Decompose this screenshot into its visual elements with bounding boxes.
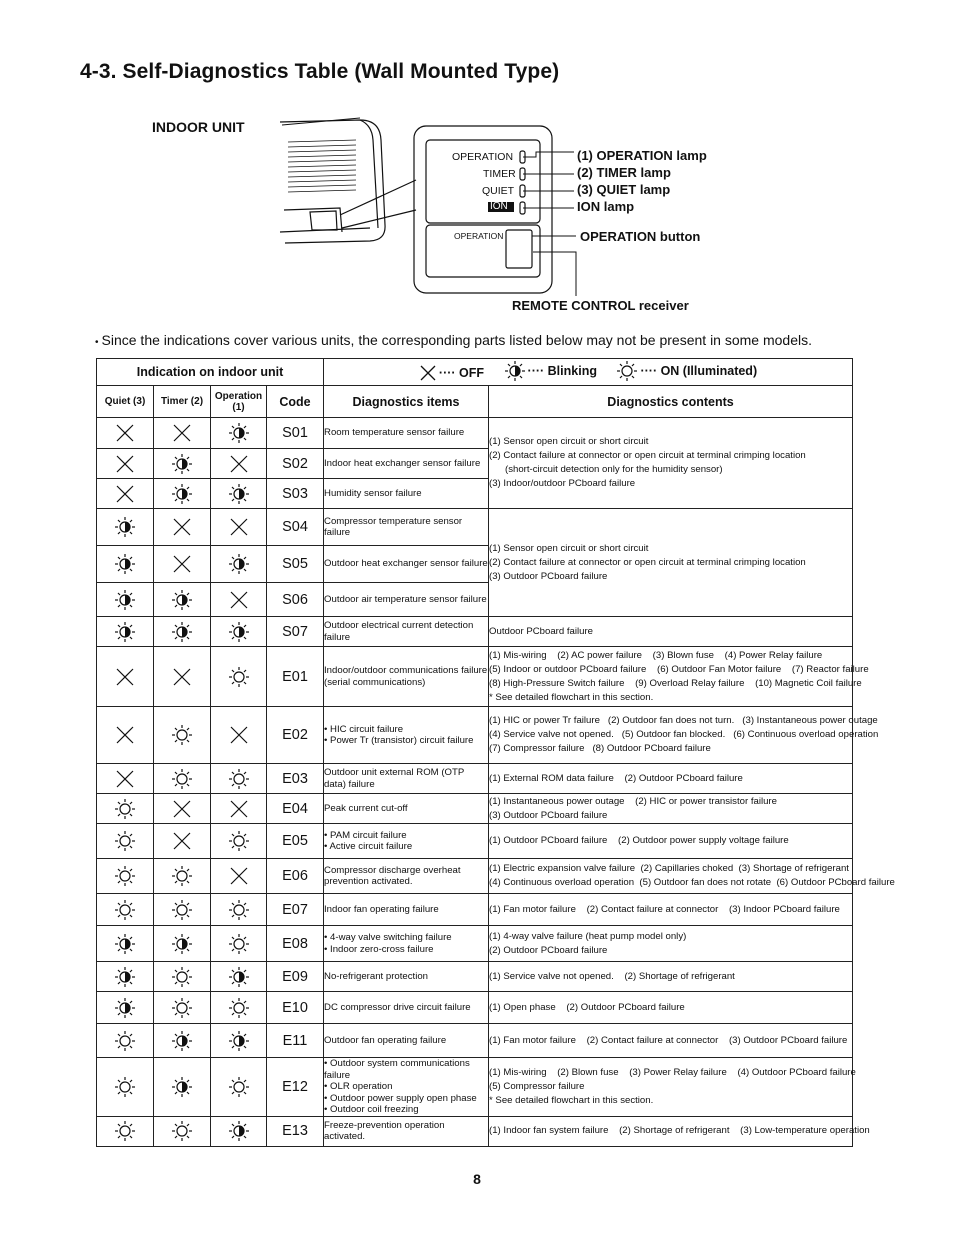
callout-remote-receiver: REMOTE CONTROL receiver bbox=[512, 298, 689, 313]
quiet-lamp-cell bbox=[97, 926, 154, 962]
diagnostics-contents-line: (5) Compressor failure bbox=[489, 1080, 585, 1092]
blinking-icon bbox=[171, 933, 193, 955]
blinking-icon bbox=[228, 1120, 250, 1142]
operation-lamp-cell bbox=[211, 583, 267, 617]
on-icon bbox=[114, 1120, 136, 1142]
off-icon bbox=[172, 554, 192, 574]
off-icon bbox=[229, 866, 249, 886]
diagnostics-item-line: Humidity sensor failure bbox=[324, 487, 422, 499]
blinking-icon bbox=[114, 516, 136, 538]
diagnostics-item-cell bbox=[324, 479, 489, 509]
blinking-icon bbox=[171, 483, 193, 505]
diagnostics-item-line: • Outdoor coil freezing bbox=[324, 1104, 419, 1115]
blinking-icon bbox=[171, 453, 193, 475]
panel-lamp-operation: OPERATION bbox=[452, 151, 514, 163]
off-icon bbox=[115, 667, 135, 687]
panel-lamp-timer: TIMER bbox=[483, 168, 516, 180]
diagnostics-contents-line: * See detailed flowchart in this section. bbox=[489, 691, 654, 703]
diagnostics-contents-cell bbox=[489, 894, 853, 926]
on-icon bbox=[171, 899, 193, 921]
diagnostics-item-line: Room temperature sensor failure bbox=[324, 427, 465, 439]
timer-lamp-cell bbox=[154, 859, 211, 894]
diagnostics-item-line: • Outdoor system communications failure bbox=[324, 1058, 470, 1081]
quiet-lamp-cell bbox=[97, 962, 154, 992]
off-icon bbox=[115, 769, 135, 789]
quiet-lamp-cell bbox=[97, 1058, 154, 1117]
table-row bbox=[97, 824, 853, 859]
quiet-lamp-cell bbox=[97, 894, 154, 926]
timer-lamp-cell bbox=[154, 449, 211, 479]
table-row bbox=[97, 647, 853, 707]
panel-operation-button: OPERATION bbox=[454, 231, 504, 241]
quiet-lamp-cell bbox=[97, 479, 154, 509]
diagnostics-contents-cell bbox=[489, 1024, 853, 1058]
quiet-lamp-cell bbox=[97, 583, 154, 617]
diagnostics-item-cell bbox=[324, 1024, 489, 1058]
col-items: Diagnostics items bbox=[324, 386, 489, 418]
diagnostics-item-line: Indoor heat exchanger sensor failure bbox=[324, 457, 481, 469]
diagnostics-item-line: Peak current cut-off bbox=[324, 802, 408, 814]
quiet-lamp-cell bbox=[97, 617, 154, 647]
on-icon bbox=[228, 666, 250, 688]
diagnostics-item-line: • Active circuit failure bbox=[324, 841, 413, 852]
callout-operation-lamp: (1) OPERATION lamp bbox=[577, 148, 707, 163]
diagnostics-contents-line: (4) Service valve not opened. (5) Outdoor fan blocked. (6) Continuous overload operation bbox=[489, 729, 879, 740]
diagnostics-item-line: Indoor/outdoor communications failure (serial communications) bbox=[324, 665, 488, 688]
diagnostics-contents-line: (2) Outdoor PCboard failure bbox=[489, 944, 608, 956]
diagnostics-contents-line: (1) 4-way valve failure (heat pump model only) bbox=[489, 930, 687, 942]
off-icon bbox=[172, 423, 192, 443]
timer-lamp-cell bbox=[154, 617, 211, 647]
timer-lamp-cell bbox=[154, 992, 211, 1024]
diagnostics-item-cell bbox=[324, 449, 489, 479]
diagnostics-item-line: Compressor discharge overheat prevention activated. bbox=[324, 864, 461, 887]
on-icon bbox=[228, 899, 250, 921]
on-icon bbox=[171, 1120, 193, 1142]
operation-lamp-cell bbox=[211, 546, 267, 583]
operation-lamp-cell bbox=[211, 418, 267, 449]
indoor-unit-label: INDOOR UNIT bbox=[152, 119, 245, 135]
on-icon bbox=[616, 360, 638, 382]
quiet-lamp-cell bbox=[97, 509, 154, 546]
table-row bbox=[97, 992, 853, 1024]
table-row bbox=[97, 509, 853, 546]
code-cell: E12 bbox=[267, 1058, 324, 1117]
on-icon bbox=[171, 768, 193, 790]
diagnostics-item-line: No-refrigerant protection bbox=[324, 970, 428, 982]
legend-off: ···· OFF bbox=[438, 365, 485, 380]
blinking-icon bbox=[114, 589, 136, 611]
blinking-icon bbox=[114, 997, 136, 1019]
diagnostics-item-line: • Outdoor power supply open phase bbox=[324, 1092, 477, 1104]
off-icon bbox=[115, 454, 135, 474]
note-text: Since the indications cover various units, the corresponding parts listed below may not be present in some models. bbox=[101, 332, 813, 348]
timer-lamp-cell bbox=[154, 962, 211, 992]
diagnostics-item-cell bbox=[324, 824, 489, 859]
code-cell: E06 bbox=[267, 859, 324, 894]
table-row bbox=[97, 418, 853, 449]
operation-lamp-cell bbox=[211, 859, 267, 894]
table-row bbox=[97, 1116, 853, 1146]
col-contents: Diagnostics contents bbox=[489, 386, 853, 418]
diagnostics-item-cell bbox=[324, 926, 489, 962]
on-icon bbox=[114, 830, 136, 852]
code-cell: S05 bbox=[267, 546, 324, 583]
operation-lamp-cell bbox=[211, 764, 267, 794]
diagnostics-contents-line: (1) External ROM data failure (2) Outdoor PCboard failure bbox=[489, 772, 743, 784]
quiet-lamp-cell bbox=[97, 859, 154, 894]
operation-lamp-cell bbox=[211, 479, 267, 509]
diagnostics-contents-line: (1) Mis-wiring (2) AC power failure (3) Blown fuse (4) Power Relay failure bbox=[489, 649, 823, 661]
quiet-lamp-cell bbox=[97, 824, 154, 859]
off-icon bbox=[172, 667, 192, 687]
diagnostics-contents-line: (1) Open phase (2) Outdoor PCboard failure bbox=[489, 1001, 685, 1013]
on-icon bbox=[114, 1076, 136, 1098]
diagnostics-contents-cell bbox=[489, 992, 853, 1024]
code-cell: E09 bbox=[267, 962, 324, 992]
code-cell: E04 bbox=[267, 794, 324, 824]
diagnostics-contents-line: (1) Mis-wiring (2) Blown fuse (3) Power Relay failure (4) Outdoor PCboard failure bbox=[489, 1066, 856, 1078]
legend-blinking: ···· Blinking bbox=[527, 363, 597, 378]
operation-lamp-cell bbox=[211, 509, 267, 546]
operation-lamp-cell bbox=[211, 1116, 267, 1146]
on-icon bbox=[114, 798, 136, 820]
table-row bbox=[97, 1058, 853, 1117]
diagnostics-item-line: • OLR operation bbox=[324, 1081, 393, 1092]
diagnostics-contents-cell bbox=[489, 707, 879, 764]
diagnostics-contents-cell bbox=[489, 617, 853, 647]
quiet-lamp-cell bbox=[97, 449, 154, 479]
blinking-icon bbox=[114, 966, 136, 988]
operation-lamp-cell bbox=[211, 794, 267, 824]
diagnostics-item-line: Outdoor electrical current detection failure bbox=[324, 620, 474, 643]
code-cell: S06 bbox=[267, 583, 324, 617]
code-cell: S02 bbox=[267, 449, 324, 479]
off-icon bbox=[115, 484, 135, 504]
diagnostics-contents-cell bbox=[489, 647, 869, 707]
diagnostics-contents-cell bbox=[489, 418, 853, 509]
diagnostics-contents-cell bbox=[489, 1058, 856, 1117]
operation-lamp-cell bbox=[211, 926, 267, 962]
diagnostics-contents-line: Outdoor PCboard failure bbox=[489, 625, 594, 637]
timer-lamp-cell bbox=[154, 894, 211, 926]
on-icon bbox=[228, 1076, 250, 1098]
quiet-lamp-cell bbox=[97, 1116, 154, 1146]
diagnostics-item-cell bbox=[324, 583, 489, 617]
timer-lamp-cell bbox=[154, 764, 211, 794]
diagnostics-contents-line: * See detailed flowchart in this section. bbox=[489, 1094, 654, 1106]
table-row bbox=[97, 926, 853, 962]
blinking-icon bbox=[228, 483, 250, 505]
quiet-lamp-cell bbox=[97, 794, 154, 824]
off-icon bbox=[115, 725, 135, 745]
diagnostics-item-cell bbox=[324, 962, 489, 992]
diagnostics-contents-cell bbox=[489, 794, 853, 824]
timer-lamp-cell bbox=[154, 479, 211, 509]
off-icon bbox=[115, 423, 135, 443]
table-row bbox=[97, 962, 853, 992]
diagnostics-item-cell bbox=[324, 992, 489, 1024]
operation-lamp-cell bbox=[211, 449, 267, 479]
operation-lamp-cell bbox=[211, 824, 267, 859]
code-cell: S03 bbox=[267, 479, 324, 509]
panel-lamp-ion: ION bbox=[490, 201, 508, 212]
code-cell: E05 bbox=[267, 824, 324, 859]
off-icon bbox=[172, 517, 192, 537]
on-icon bbox=[114, 865, 136, 887]
diagnostics-item-cell bbox=[324, 1116, 489, 1146]
blinking-icon bbox=[228, 422, 250, 444]
on-icon bbox=[228, 933, 250, 955]
code-cell: E01 bbox=[267, 647, 324, 707]
diagnostics-item-line: Outdoor unit external ROM (OTP data) failure bbox=[324, 767, 465, 790]
off-icon bbox=[229, 799, 249, 819]
timer-lamp-cell bbox=[154, 926, 211, 962]
panel-lamp-quiet: QUIET bbox=[482, 185, 515, 197]
off-icon bbox=[172, 799, 192, 819]
quiet-lamp-cell bbox=[97, 764, 154, 794]
callout-operation-button: OPERATION button bbox=[580, 229, 701, 244]
diagnostics-contents-line: (5) Indoor or outdoor PCboard failure (6) Outdoor Fan Motor failure (7) Reactor failure bbox=[489, 663, 869, 675]
diagnostics-item-line: • Power Tr (transistor) circuit failure bbox=[324, 735, 474, 746]
code-cell: E13 bbox=[267, 1116, 324, 1146]
callout-ion-lamp: ION lamp bbox=[577, 199, 635, 214]
operation-lamp-cell bbox=[211, 962, 267, 992]
callout-timer-lamp: (2) TIMER lamp bbox=[577, 165, 671, 180]
diagnostics-contents-line: (1) Electric expansion valve failure (2) Capillaries choked (3) Shortage of refrigerant bbox=[489, 863, 849, 874]
diagnostics-item-cell bbox=[324, 707, 489, 764]
diagnostics-item-line: • HIC circuit failure bbox=[324, 723, 404, 735]
blinking-icon bbox=[228, 1030, 250, 1052]
blinking-icon bbox=[114, 553, 136, 575]
timer-lamp-cell bbox=[154, 546, 211, 583]
diagnostics-item-line: Indoor fan operating failure bbox=[324, 903, 439, 915]
diagnostics-contents-line: (1) Instantaneous power outage (2) HIC or power transistor failure bbox=[489, 795, 777, 807]
diagnostics-item-line: • PAM circuit failure bbox=[324, 829, 407, 841]
diagnostics-contents-line: (4) Continuous overload operation (5) Outdoor fan does not rotate (6) Outdoor PCboard failure bbox=[489, 877, 895, 888]
callout-quiet-lamp: (3) QUIET lamp bbox=[577, 182, 671, 197]
diagnostics-contents-cell bbox=[489, 1116, 870, 1146]
diagnostics-item-line: • 4-way valve switching failure bbox=[324, 932, 452, 943]
blinking-icon bbox=[171, 589, 193, 611]
diagnostics-item-cell bbox=[324, 418, 489, 449]
blinking-icon bbox=[228, 966, 250, 988]
legend-on: ···· ON (Illuminated) bbox=[640, 363, 758, 378]
operation-lamp-cell bbox=[211, 894, 267, 926]
timer-lamp-cell bbox=[154, 707, 211, 764]
operation-lamp-cell bbox=[211, 1024, 267, 1058]
table-row bbox=[97, 794, 853, 824]
code-cell: E02 bbox=[267, 707, 324, 764]
diagnostics-item-line: Outdoor air temperature sensor failure bbox=[324, 593, 487, 605]
diagnostics-contents-line: (1) Fan motor failure (2) Contact failure at connector (3) Indoor PCboard failure bbox=[489, 903, 840, 915]
diagnostics-contents-cell bbox=[489, 509, 853, 617]
diagnostics-item-cell bbox=[324, 794, 489, 824]
diagnostics-contents-line: (1) Indoor fan system failure (2) Shortage of refrigerant (3) Low-temperature operation bbox=[489, 1125, 870, 1136]
on-icon bbox=[171, 724, 193, 746]
blinking-icon bbox=[171, 621, 193, 643]
code-cell: E07 bbox=[267, 894, 324, 926]
code-cell: S07 bbox=[267, 617, 324, 647]
quiet-lamp-cell bbox=[97, 1024, 154, 1058]
timer-lamp-cell bbox=[154, 824, 211, 859]
timer-lamp-cell bbox=[154, 647, 211, 707]
indoor-unit-diagram bbox=[0, 0, 954, 330]
diagnostics-item-line: Outdoor fan operating failure bbox=[324, 1034, 447, 1046]
indication-header: Indication on indoor unit bbox=[97, 359, 324, 386]
diagnostics-contents-line: (1) Service valve not opened. (2) Shortage of refrigerant bbox=[489, 970, 735, 982]
diagnostics-item-cell bbox=[324, 764, 489, 794]
diagnostics-contents-line: (3) Indoor/outdoor PCboard failure bbox=[489, 478, 636, 489]
diagnostics-contents-line: (1) Sensor open circuit or short circuit bbox=[489, 542, 649, 554]
code-cell: S04 bbox=[267, 509, 324, 546]
operation-lamp-cell bbox=[211, 617, 267, 647]
off-icon bbox=[419, 364, 437, 382]
page-title: 4-3. Self-Diagnostics Table (Wall Mounted Type) bbox=[80, 60, 560, 83]
operation-lamp-cell bbox=[211, 1058, 267, 1117]
diagnostics-item-line: Compressor temperature sensor failure bbox=[324, 515, 463, 538]
code-cell: E08 bbox=[267, 926, 324, 962]
off-icon bbox=[172, 831, 192, 851]
off-icon bbox=[229, 517, 249, 537]
diagnostics-contents-line: (1) Outdoor PCboard failure (2) Outdoor power supply voltage failure bbox=[489, 835, 789, 846]
diagnostics-contents-line: (3) Outdoor PCboard failure bbox=[489, 809, 608, 821]
code-cell: E10 bbox=[267, 992, 324, 1024]
diagnostics-item-cell bbox=[324, 509, 489, 546]
diagnostics-contents-line: (2) Contact failure at connector or open circuit at terminal crimping location bbox=[489, 450, 806, 461]
table-body bbox=[97, 418, 895, 1147]
code-cell: S01 bbox=[267, 418, 324, 449]
on-icon bbox=[171, 865, 193, 887]
operation-lamp-cell bbox=[211, 992, 267, 1024]
on-icon bbox=[114, 1030, 136, 1052]
col-timer: Timer (2) bbox=[154, 386, 211, 418]
timer-lamp-cell bbox=[154, 1058, 211, 1117]
diagnostics-item-cell bbox=[324, 647, 489, 707]
blinking-icon bbox=[171, 1030, 193, 1052]
on-icon bbox=[228, 768, 250, 790]
table-row bbox=[97, 894, 853, 926]
table-row bbox=[97, 617, 853, 647]
blinking-icon bbox=[504, 360, 526, 382]
quiet-lamp-cell bbox=[97, 707, 154, 764]
blinking-icon bbox=[114, 621, 136, 643]
diagnostics-contents-line: (short-circuit detection only for the humidity sensor) bbox=[489, 464, 723, 475]
timer-lamp-cell bbox=[154, 1024, 211, 1058]
diagnostics-contents-cell bbox=[489, 824, 853, 859]
blinking-icon bbox=[171, 1076, 193, 1098]
quiet-lamp-cell bbox=[97, 647, 154, 707]
diagnostics-item-line: • Indoor zero-cross failure bbox=[324, 943, 434, 955]
diagnostics-contents-line: (2) Contact failure at connector or open circuit at terminal crimping location bbox=[489, 556, 806, 568]
diagnostics-item-cell bbox=[324, 546, 489, 583]
code-cell: E11 bbox=[267, 1024, 324, 1058]
diagnostics-contents-line: (7) Compressor failure (8) Outdoor PCboard failure bbox=[489, 743, 711, 754]
on-icon bbox=[228, 997, 250, 1019]
timer-lamp-cell bbox=[154, 1116, 211, 1146]
page-number: 8 bbox=[473, 1171, 481, 1187]
blinking-icon bbox=[114, 933, 136, 955]
quiet-lamp-cell bbox=[97, 546, 154, 583]
blinking-icon bbox=[228, 553, 250, 575]
diagnostics-contents-line: (8) High-Pressure Switch failure (9) Overload Relay failure (10) Magnetic Coil failure bbox=[489, 677, 862, 689]
timer-lamp-cell bbox=[154, 583, 211, 617]
col-quiet: Quiet (3) bbox=[97, 386, 154, 418]
off-icon bbox=[229, 725, 249, 745]
timer-lamp-cell bbox=[154, 509, 211, 546]
table-row bbox=[97, 859, 853, 894]
note: • Since the indications cover various units, the corresponding parts listed below may not be present in some models. bbox=[95, 332, 813, 348]
on-icon bbox=[228, 830, 250, 852]
col-code: Code bbox=[267, 386, 324, 418]
table-row bbox=[97, 764, 853, 794]
col-operation: Operation (1) bbox=[211, 386, 267, 418]
diagnostics-item-cell bbox=[324, 1058, 489, 1117]
diagnostics-item-cell bbox=[324, 617, 489, 647]
diagnostics-item-line: Outdoor heat exchanger sensor failure bbox=[324, 558, 488, 570]
legend bbox=[324, 359, 853, 386]
operation-lamp-cell bbox=[211, 707, 267, 764]
diagnostics-contents-line: (3) Outdoor PCboard failure bbox=[489, 570, 608, 582]
off-icon bbox=[229, 454, 249, 474]
diagnostics-item-line: DC compressor drive circuit failure bbox=[324, 1001, 471, 1013]
diagnostics-contents-cell bbox=[489, 859, 895, 894]
on-icon bbox=[171, 966, 193, 988]
timer-lamp-cell bbox=[154, 418, 211, 449]
quiet-lamp-cell bbox=[97, 418, 154, 449]
diagnostics-contents-line: (1) HIC or power Tr failure (2) Outdoor fan does not turn. (3) Instantaneous power outage bbox=[489, 715, 878, 726]
diagnostics-contents-cell bbox=[489, 764, 853, 794]
diagnostics-contents-line: (1) Fan motor failure (2) Contact failure at connector (3) Outdoor PCboard failure bbox=[489, 1034, 848, 1046]
diagnostics-item-cell bbox=[324, 894, 489, 926]
diagnostics-table bbox=[96, 358, 895, 1147]
diagnostics-contents-cell bbox=[489, 962, 853, 992]
operation-lamp-cell bbox=[211, 647, 267, 707]
table-row bbox=[97, 1024, 853, 1058]
diagnostics-contents-line: (1) Sensor open circuit or short circuit bbox=[489, 436, 649, 447]
on-icon bbox=[114, 899, 136, 921]
on-icon bbox=[171, 997, 193, 1019]
off-icon bbox=[229, 590, 249, 610]
diagnostics-contents-cell bbox=[489, 926, 853, 962]
blinking-icon bbox=[228, 621, 250, 643]
diagnostics-item-cell bbox=[324, 859, 489, 894]
table-row bbox=[97, 707, 853, 764]
diagnostics-item-line: Freeze-prevention operation activated. bbox=[324, 1119, 445, 1142]
code-cell: E03 bbox=[267, 764, 324, 794]
quiet-lamp-cell bbox=[97, 992, 154, 1024]
timer-lamp-cell bbox=[154, 794, 211, 824]
